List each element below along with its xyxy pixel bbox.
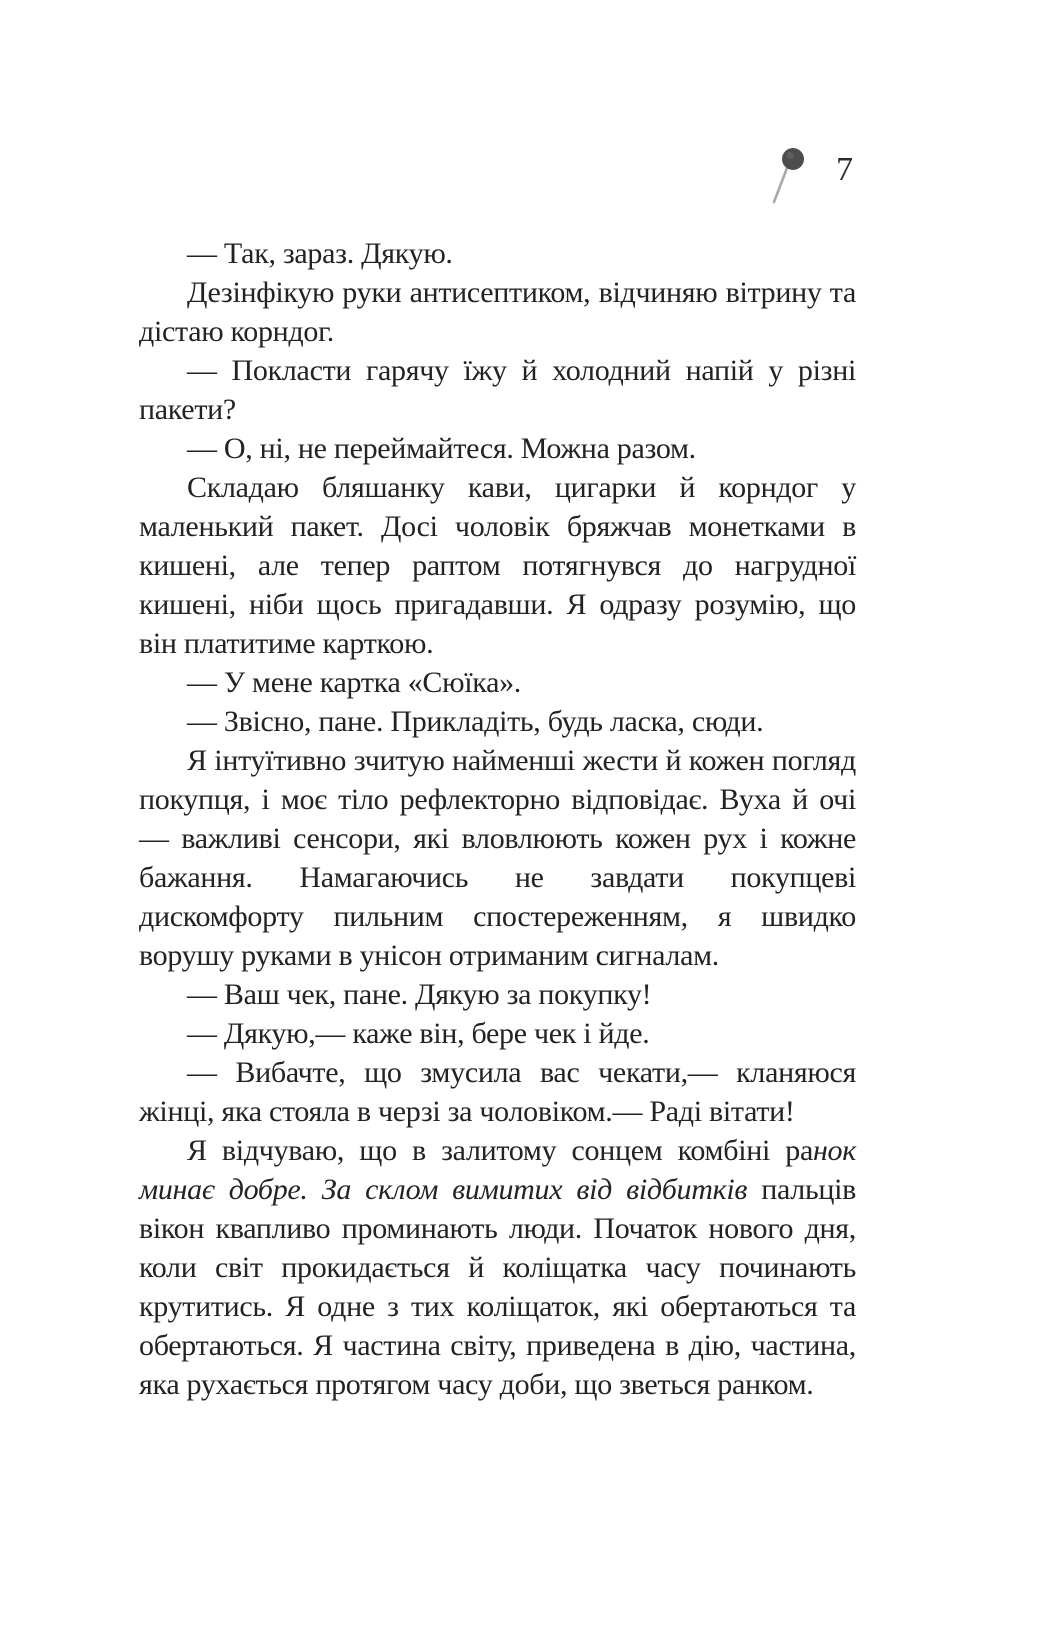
text-run: — Дякую,— каже він, бере чек і йде. — [187, 1017, 650, 1050]
push-pin-icon — [768, 142, 808, 208]
text-run: Я інтуїтивно зчитую найменші жести й кожен погляд покупця, і моє тіло рефлекторно відповідає. Вуха й очі — важливі сенсори, які вловлюють кожен рух і кожне бажання. Намагаючись не завдати покупцеві дискомфорту пильним спостереженням, я швидко ворушу руками в унісон отриманим сигналам. — [139, 744, 856, 972]
text-run: — У мене картка «Сюїка». — [187, 666, 521, 699]
paragraph — [139, 663, 856, 702]
text-run: нок минає добре. За склом вимитих від відбитків — [139, 1134, 856, 1206]
paragraph — [139, 273, 856, 351]
text-run: — О, ні, не переймайтеся. Можна разом. — [187, 432, 696, 465]
paragraph — [139, 1053, 856, 1131]
text-run: — Покласти гарячу їжу й холодний напій у різні пакети? — [139, 354, 856, 426]
text-run: Дезінфікую руки антисептиком, відчиняю вітрину та дістаю корндог. — [139, 276, 856, 348]
paragraph — [139, 702, 856, 741]
paragraph — [139, 1014, 856, 1053]
text-run: — Ваш чек, пане. Дякую за покупку! — [187, 978, 652, 1011]
text-run: пальців вікон квапливо проминають люди. Початок нового дня, коли світ прокидається й коліщатка часу починають крутитись. Я одне з тих коліщаток, які обертаються та обертаються. Я частина світу, приведена в дію, частина, яка рухається протягом часу доби, що зветься ранком. — [139, 1173, 856, 1401]
paragraph — [139, 468, 856, 663]
page-number: 7 — [836, 151, 853, 188]
text-run: Складаю бляшанку кави, цигарки й корндог у маленький пакет. Досі чоловік бряжчав монетками в кишені, але тепер раптом потягнувся до нагрудної кишені, ніби щось пригадавши. Я одразу розумію, що він платитиме карткою. — [139, 471, 856, 660]
page-body — [139, 234, 856, 1404]
paragraph — [139, 351, 856, 429]
text-run: — Так, зараз. Дякую. — [187, 237, 453, 270]
paragraph — [139, 429, 856, 468]
paragraph — [139, 1131, 856, 1404]
paragraph — [139, 234, 856, 273]
text-run: Я відчуваю, що в залитому сонцем комбіні ра — [187, 1134, 813, 1167]
text-run: — Звісно, пане. Прикладіть, будь ласка, сюди. — [187, 705, 764, 738]
page-header — [0, 0, 1040, 210]
paragraph — [139, 741, 856, 975]
text-run: — Вибачте, що змусила вас чекати,— кланяюся жінці, яка стояла в черзі за чоловіком.— Раді вітати! — [139, 1056, 856, 1128]
paragraph — [139, 975, 856, 1014]
